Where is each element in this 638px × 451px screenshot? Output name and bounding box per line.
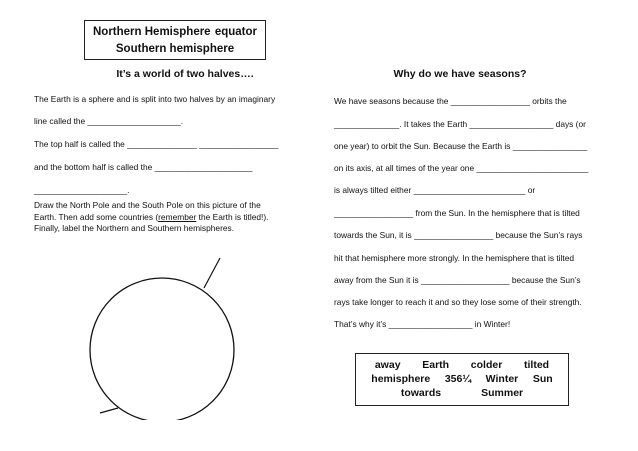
right-line-9: away from the Sun it is ___________________ because the Sun’s [334,275,581,285]
left-line-4: and the bottom half is called the _____________________ [34,162,253,172]
earth-globe-diagram [80,250,240,420]
right-line-10: rays take longer to reach it and so they lose some of their strength. [334,297,582,307]
instruction-line-2: Earth. Then add some countries (remember the Earth is titled!). [34,211,269,222]
left-line-5: ____________________. [34,185,130,195]
right-line-4: on its axis, at all times of the year one ________________________ [334,163,589,173]
right-line-5: is always tilted either ________________________ or [334,185,536,195]
word-hemisphere: hemisphere [371,373,431,385]
remember-word: remember [158,211,197,222]
left-line-3: The top half is called the _______________ _________________ [34,139,279,149]
right-line-2: ______________. It takes the Earth __________________ days (or [334,119,586,129]
right-line-1: We have seasons because the _________________ orbits the [334,96,567,106]
right-line-3: one year) to orbit the Sun. Because the Earth is ________________ [334,141,588,151]
instruction-line-3: Finally, label the Northern and Southern hemispheres. [34,223,235,233]
right-line-7: towards the Sun, it is _________________ because the Sun’s rays [334,230,583,240]
word-southern-hemisphere: Southern hemisphere [115,43,235,55]
word-bank-top [84,20,266,60]
right-line-8: hit that hemisphere more strongly. In the hemisphere that is tilted [334,253,575,263]
word-winter: Winter [485,373,519,385]
left-line-2: line called the ____________________. [34,116,184,126]
instruction-line-1: Draw the North Pole and the South Pole on this picture of the [34,200,261,210]
word-earth: Earth [422,359,450,371]
right-line-11: That’s why it’s __________________ in Winter! [334,319,511,329]
word-sun: Sun [532,373,553,385]
left-line-1: The Earth is a sphere and is split into two halves by an imaginary [34,94,276,104]
axis-bottom-line [100,408,118,413]
word-colder: colder [470,359,503,371]
word-equator: equator [214,26,257,38]
left-heading: It’s a world of two halves…. [116,68,254,80]
axis-top-line [204,258,220,288]
right-line-6: _________________ from the Sun. In the hemisphere that is tilted [334,208,580,218]
word-days: 356¼ [444,373,472,385]
word-bank-bottom [355,353,569,406]
right-heading: Why do we have seasons? [393,68,527,80]
drawing-instructions [34,200,314,235]
word-summer: Summer [481,387,524,399]
word-away: away [374,359,401,371]
word-northern-hemisphere: Northern Hemisphere [93,26,211,38]
word-tilted: tilted [524,359,550,371]
earth-circle [90,278,234,420]
word-towards: towards [400,387,442,399]
